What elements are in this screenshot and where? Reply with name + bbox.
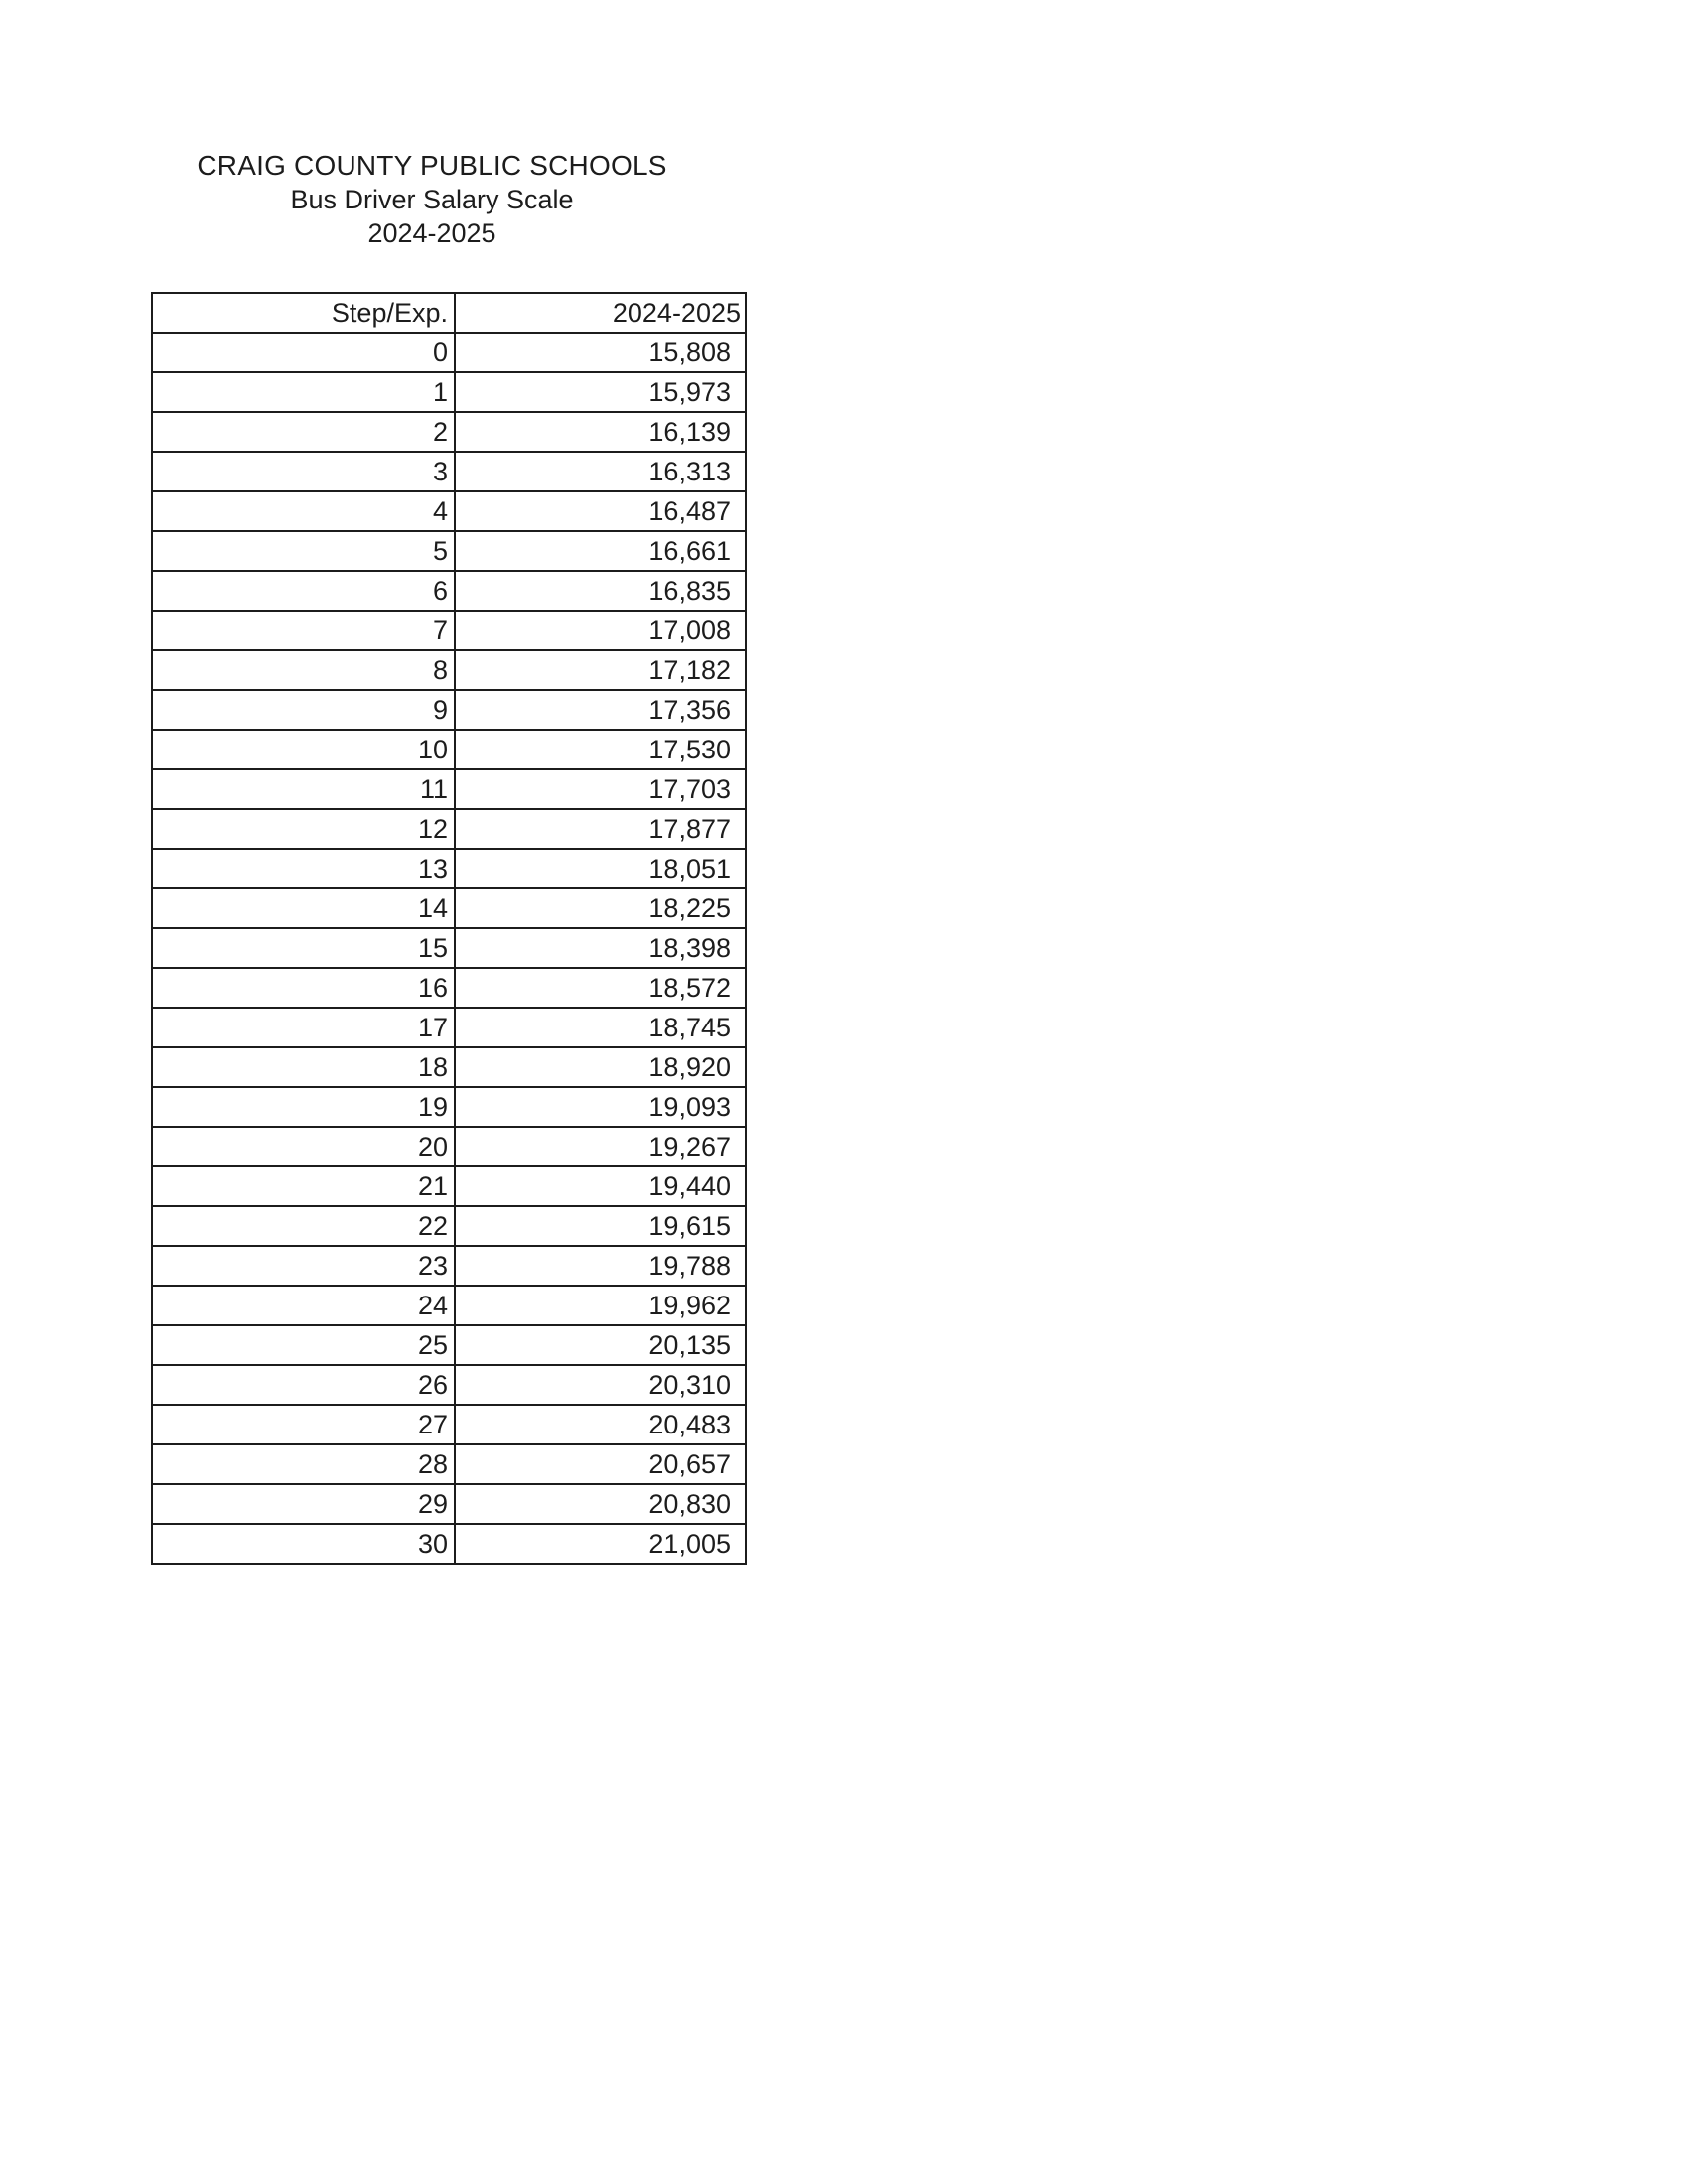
table-row (152, 928, 746, 968)
salary-cell: 17,530 (455, 730, 746, 769)
step-cell: 20 (152, 1127, 455, 1166)
table-row (152, 1087, 746, 1127)
table-row (152, 1325, 746, 1365)
salary-cell: 16,835 (455, 571, 746, 611)
salary-cell: 20,830 (455, 1484, 746, 1524)
table-header-row (152, 293, 746, 333)
salary-cell: 18,920 (455, 1047, 746, 1087)
step-cell: 13 (152, 849, 455, 888)
school-year: 2024-2025 (367, 218, 496, 248)
step-cell: 4 (152, 491, 455, 531)
step-cell: 0 (152, 333, 455, 372)
table-row (152, 1206, 746, 1246)
column-header-year: 2024-2025 (455, 293, 746, 333)
salary-cell: 18,572 (455, 968, 746, 1008)
table-row (152, 1008, 746, 1047)
salary-cell: 19,093 (455, 1087, 746, 1127)
step-cell: 10 (152, 730, 455, 769)
salary-cell: 16,487 (455, 491, 746, 531)
table-row (152, 1524, 746, 1564)
step-cell: 14 (152, 888, 455, 928)
salary-cell: 16,139 (455, 412, 746, 452)
salary-cell: 15,973 (455, 372, 746, 412)
column-header-step: Step/Exp. (152, 293, 455, 333)
step-cell: 8 (152, 650, 455, 690)
table-row (152, 1405, 746, 1444)
step-cell: 3 (152, 452, 455, 491)
table-row (152, 1286, 746, 1325)
table-row (152, 1444, 746, 1484)
table-row (152, 1166, 746, 1206)
table-row (152, 372, 746, 412)
step-cell: 22 (152, 1206, 455, 1246)
document-title: Bus Driver Salary Scale (290, 185, 574, 214)
table-row (152, 730, 746, 769)
salary-cell: 18,398 (455, 928, 746, 968)
table-row (152, 849, 746, 888)
step-cell: 19 (152, 1087, 455, 1127)
salary-cell: 21,005 (455, 1524, 746, 1564)
step-cell: 15 (152, 928, 455, 968)
step-cell: 5 (152, 531, 455, 571)
table-row (152, 1047, 746, 1087)
table-body (152, 333, 746, 1564)
salary-cell: 17,008 (455, 611, 746, 650)
table-row (152, 491, 746, 531)
salary-cell: 20,483 (455, 1405, 746, 1444)
salary-cell: 16,661 (455, 531, 746, 571)
salary-cell: 18,225 (455, 888, 746, 928)
salary-cell: 19,615 (455, 1206, 746, 1246)
table-row (152, 1246, 746, 1286)
table-row (152, 333, 746, 372)
table-row (152, 1365, 746, 1405)
step-cell: 25 (152, 1325, 455, 1365)
salary-cell: 20,135 (455, 1325, 746, 1365)
salary-cell: 18,745 (455, 1008, 746, 1047)
step-cell: 21 (152, 1166, 455, 1206)
salary-cell: 20,657 (455, 1444, 746, 1484)
step-cell: 6 (152, 571, 455, 611)
district-name: CRAIG COUNTY PUBLIC SCHOOLS (197, 150, 667, 181)
salary-cell: 17,703 (455, 769, 746, 809)
step-cell: 30 (152, 1524, 455, 1564)
table-row (152, 452, 746, 491)
salary-cell: 16,313 (455, 452, 746, 491)
step-cell: 29 (152, 1484, 455, 1524)
step-cell: 23 (152, 1246, 455, 1286)
table-row (152, 412, 746, 452)
salary-cell: 19,962 (455, 1286, 746, 1325)
step-cell: 12 (152, 809, 455, 849)
salary-cell: 19,440 (455, 1166, 746, 1206)
salary-cell: 17,356 (455, 690, 746, 730)
step-cell: 1 (152, 372, 455, 412)
step-cell: 9 (152, 690, 455, 730)
document-header (149, 149, 715, 250)
table-row (152, 809, 746, 849)
salary-cell: 18,051 (455, 849, 746, 888)
table-row (152, 650, 746, 690)
salary-cell: 15,808 (455, 333, 746, 372)
salary-cell: 19,267 (455, 1127, 746, 1166)
step-cell: 2 (152, 412, 455, 452)
table-row (152, 1127, 746, 1166)
step-cell: 7 (152, 611, 455, 650)
step-cell: 17 (152, 1008, 455, 1047)
table-row (152, 769, 746, 809)
step-cell: 24 (152, 1286, 455, 1325)
salary-cell: 17,182 (455, 650, 746, 690)
table-row (152, 531, 746, 571)
salary-cell: 19,788 (455, 1246, 746, 1286)
step-cell: 18 (152, 1047, 455, 1087)
salary-cell: 20,310 (455, 1365, 746, 1405)
table-row (152, 888, 746, 928)
table-row (152, 968, 746, 1008)
step-cell: 16 (152, 968, 455, 1008)
table-row (152, 1484, 746, 1524)
step-cell: 28 (152, 1444, 455, 1484)
table-row (152, 571, 746, 611)
table-row (152, 611, 746, 650)
step-cell: 11 (152, 769, 455, 809)
table-row (152, 690, 746, 730)
salary-scale-table (151, 292, 747, 1565)
step-cell: 27 (152, 1405, 455, 1444)
salary-cell: 17,877 (455, 809, 746, 849)
step-cell: 26 (152, 1365, 455, 1405)
